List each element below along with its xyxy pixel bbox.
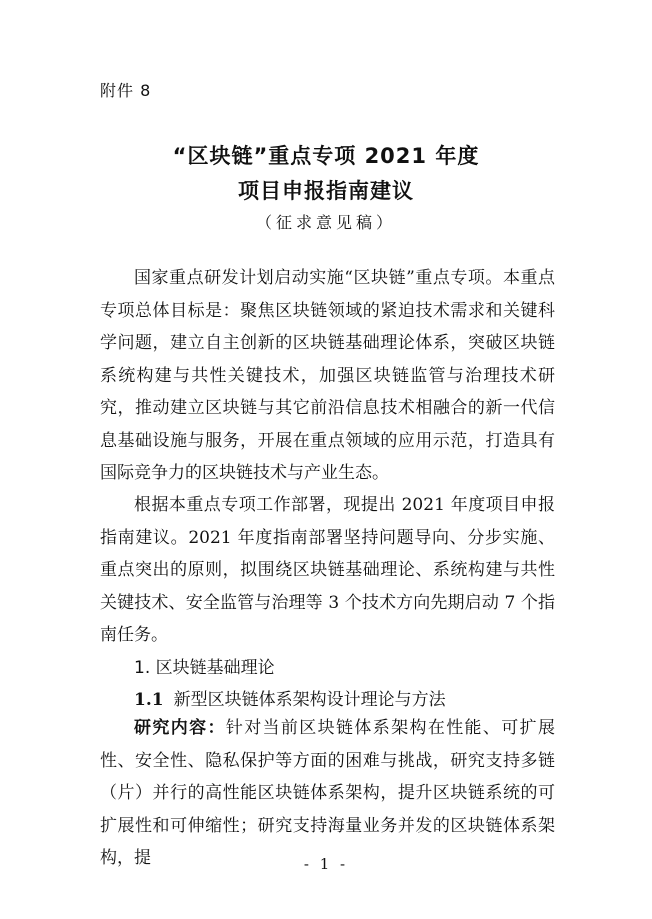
page-number: - 1 - (303, 855, 349, 873)
research-content-label: 研究内容： (134, 718, 226, 738)
document-subtitle: （征求意见稿） (255, 213, 396, 232)
subsection-heading (134, 685, 446, 710)
subsection-title: 新型区块链体系架构设计理论与方法 (173, 690, 446, 710)
section-heading: 1. 区块链基础理论 (134, 658, 275, 678)
document-title-line2: 项目申报指南建议 (238, 179, 414, 203)
subsection-number: 1.1 (134, 690, 164, 710)
annex-label: 附件 8 (100, 81, 152, 100)
deployment-paragraph: 根据本重点专项工作部署，现提出 2021 年度项目申报指南建议。2021 年度指南部署坚持问题导向、分步实施、重点突出的原则，拟围绕区块链基础理论、系统构建与共性关键技术、安全监管与治理等 3 个技术方向先期启动 7 个指南任务。 (100, 495, 555, 645)
document-title-line1: “区块链”重点专项 2021 年度 (172, 144, 480, 168)
research-content-paragraph (100, 712, 555, 875)
intro-paragraph: 国家重点研发计划启动实施“区块链”重点专项。本重点专项总体目标是：聚焦区块链领域的紧迫技术需求和关键科学问题，建立自主创新的区块链基础理论体系，突破区块链系统构建与共性关键技术，加强区块链监管与治理技术研究，推动建立区块链与其它前沿信息技术相融合的新一代信息基础设施与服务，开展在重点领域的应用示范，打造具有国际竞争力的区块链技术与产业生态。 (100, 268, 555, 483)
research-content-text: 针对当前区块链体系架构在性能、可扩展性、安全性、隐私保护等方面的困难与挑战，研究支持多链（片）并行的高性能区块链体系架构，提升区块链系统的可扩展性和可伸缩性；研究支持海量业务并发的区块链体系架构，提 (100, 718, 556, 868)
